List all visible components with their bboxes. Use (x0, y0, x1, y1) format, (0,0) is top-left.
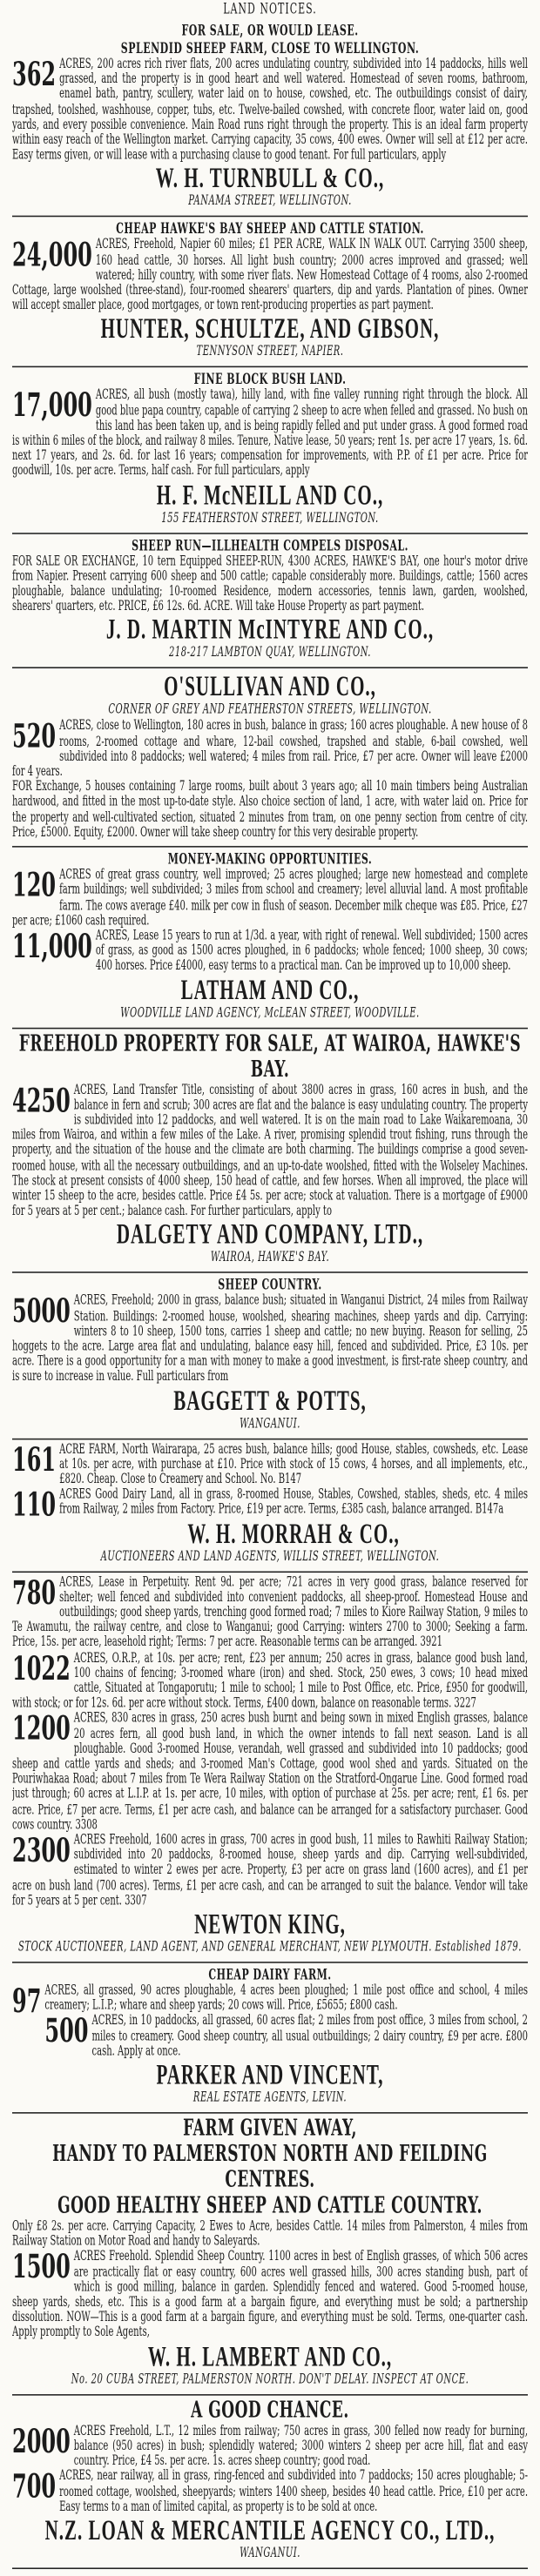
acreage-figure: 700 (12, 2466, 57, 2506)
listing-text: 4250 ACRES, Land Transfer Title, consisting of about 3800 acres in grass, 160 acres in bush, and the balance in fern and scrub; 300 acres are flat and the balance is easy undulating country. The property is subdivided into 12 paddocks, and well watered. It is on the main road to Lake Waikaremoana, 30 miles from Wairoa, and within a few miles of the Lake. A river, promising splendid trout fishing, runs through the property, and the situation of the house and the climate are both charming. The buildings comprise a good seven-roomed house, with all the necessary outbuildings, and an up-to-date woolshed, fitted with the Wolseley Machines. The stock at present consists of 4000 sheep, 150 head of cattle, and few horses. When all improved, the place will winter 15 sheep to the acre, besides cattle. Price £4 5s. per acre; stock at valuation. There is a mortgage of £9000 for 5 years at 5 per cent.; balance cash. For further particulars, apply to (12, 1079, 528, 1219)
agent-address: STOCK AUCTIONEER, LAND AGENT, AND GENERAL MERCHANT, NEW PLYMOUTH. Established 1879. (18, 1940, 522, 1955)
agent-name: W. H. TURNBULL & CO., (155, 162, 385, 195)
agent-address: TENNYSON STREET, NAPIER. (196, 345, 344, 360)
listing-text: 500 ACRES, in 10 paddocks, all grassed, 60 acres flat; 2 miles from post office, 3 miles from school, 2 miles to creamery. Good sheep country, all usual outbuildings; 2 dairy country, £9 per acre. £800 cash. Apply at once. (44, 2010, 528, 2060)
agent-address: PANAMA STREET, WELLINGTON. (188, 194, 352, 210)
acreage-figure: 97 (12, 1981, 42, 2021)
agent-address: No. 20 CUBA STREET, PALMERSTON NORTH. DON'T DELAY. INSPECT AT ONCE. (71, 2371, 469, 2387)
agent-address: WOODVILLE LAND AGENCY, McLEAN STREET, WOODVILLE. (120, 1005, 420, 1021)
agent-address: WANGANUI. (240, 2546, 300, 2561)
acreage-figure: 1022 (12, 1647, 71, 1687)
listing-text: FOR Exchange, 5 houses containing 7 large rooms, built about 3 years ago; all 10 main timbers being Australian hardwood, and fitted in the most up-to-date style. Also choice section of land, 1 acre, with water laid on. Price for the property and well-cultivated section, situated 2 minutes from tram, on one penny section from centre of city. Price, £5000. Equity, £2000. Owner will take sheep country for this very desirable property. (12, 780, 528, 841)
acreage-figure: 4250 (12, 1079, 71, 1119)
ad-heading: FREEHOLD PROPERTY FOR SALE, AT WAIROA, HAWKE'S BAY. (18, 1030, 522, 1083)
listing-text: 700 ACRES, near railway, all in grass, ring-fenced and subdivided into 7 paddocks; 150 acres ploughable; 5-roomed cottage, woolshed, sheepyards; winters 1400 sheep, besides 40 head cattle. Price, £10 per acre. Easy terms to a man of limited capital, as property is to be sold at once. (12, 2466, 528, 2515)
agent-name: W. H. MORRAH & CO., (187, 1516, 400, 1549)
agent-name: DALGETY AND COMPANY, LTD., (116, 1218, 424, 1251)
ad-heading: SHEEP RUN—ILLHEALTH COMPELS DISPOSAL. (132, 536, 408, 554)
acreage-figure: 110 (12, 1485, 57, 1525)
advertisement (12, 533, 528, 668)
ad-heading: A GOOD CHANCE. (191, 2396, 349, 2424)
listing-text: 161 ACRE FARM, North Wairarapa, 25 acres bush, balance hills; good House, stables, cowsheds, etc. Lease at 10s. per acre, with purchase at £10. Price with stock of 15 cows, 4 horses, and all implements, etc., £820. Cheap. Close to Creamery and School. No. B147 (12, 1439, 528, 1487)
agent-name: BAGGETT & POTTS, (173, 1383, 367, 1417)
listing-text: Only £8 2s. per acre. Carrying Capacity, 2 Ewes to Acre, besides Cattle. 14 miles from Palmerston, 4 miles from Railway Station on Motor Road and handy to Saleyards. (12, 2219, 528, 2250)
agent-name: PARKER AND VINCENT, (156, 2057, 384, 2091)
agent-name: NEWTON KING, (194, 1907, 346, 1941)
advertisement (12, 19, 528, 218)
agent-name: N.Z. LOAN & MERCANTILE AGENCY CO., LTD., (44, 2513, 496, 2546)
acreage-figure: 24,000 (12, 235, 92, 275)
advertisement (12, 218, 528, 368)
agent-name: HUNTER, SCHULTZE, AND GIBSON, (100, 312, 440, 345)
listing-text: 24,000 ACRES, Freehold, Napier 60 miles; £1 PER ACRE, WALK IN WALK OUT. Carrying 3500 sheep, 160 head cattle, 30 horses. All light bush country; 2000 acres improved and grassed; well watered; hilly country, with some river flats. New Homestead Cottage of 4 rooms, also 2-roomed Cottage, large woolshed (three-stand), four-roomed shearers' quarters, dip and yards. Plantation of pines. Owner will accept smaller place, good mortgages, or town rent-producing properties as part payment. (12, 235, 528, 314)
listing-text: 97 ACRES, all grassed, 90 acres ploughable, 4 acres been ploughed; 1 mile post office and school, 4 miles creamery; L.I.P.; whare and sheep yards; 20 cows will. Price, £5655; £800 cash. (12, 1981, 528, 2021)
ad-heading: FOR SALE, OR WOULD LEASE. (181, 21, 359, 40)
land-notices-column (12, 0, 528, 2569)
ad-heading: FARM GIVEN AWAY, (183, 2115, 357, 2143)
agent-address: 218-217 LAMBTON QUAY, WELLINGTON. (169, 646, 371, 661)
listing-text: 110 ACRES Good Dairy Land, all in grass, 8-roomed House, Stables, Cowshed, stables, sheds, etc. 4 miles from Railway, 2 miles from Factory. Price, £19 per acre. Terms, £385 cash, balance arranged. B147a (12, 1485, 528, 1525)
acreage-figure: 1200 (12, 1708, 71, 1748)
advertisement (12, 1029, 528, 1274)
agent-name: H. F. McNEILL AND CO., (156, 478, 384, 511)
advertisement (12, 669, 528, 848)
acreage-figure: 17,000 (12, 386, 92, 426)
listing-text: 1500 ACRES Freehold. Splendid Sheep Country. 1100 acres in best of English grasses, of which 506 acres are practically flat or easy country, 600 acres well grassed hills, 300 acres standing bush, part of which is good milling, balance in garden. Splendidly fenced and watered. Good 5-roomed house, sheep yards, sheds, etc. This is a good farm at a bargain figure, and everything must be sold; a partnership dissolution. NOW—This is a good farm at a bargain figure, and everything must be sold. Terms, one-quarter cash. Apply promptly to Sole Agents, (12, 2247, 528, 2341)
listing-text: 2300 ACRES Freehold, 1600 acres in grass, 700 acres in good bush, 11 miles to Rawhiti Railway Station; subdivided into 20 paddocks, 8-roomed house, sheep yards and dip. Carrying well-subdivided, estimated to winter 2 ewes per acre. Property, £3 per acre on grass land (1600 acres), and £1 per acre on bush land (700 acres). Terms, £1 per acre cash, and can be arranged to suit the balance. Vendor will take for 5 years at 5 per cent. 3307 (12, 1830, 528, 1909)
listing-text: 520 ACRES, close to Wellington, 180 acres in bush, balance in grass; 160 acres ploughable. A new house of 8 rooms, 2-roomed cottage and whare, 12-bail cowshed, trapshed and stable, 6-bail cowshed, well subdivided into 8 paddocks; well watered; 4 miles from rail. Price, £7 per acre. Owner will leave £2000 for 4 years. (12, 716, 528, 780)
agent-address: WANGANUI. (240, 1416, 300, 1432)
ad-heading: SHEEP COUNTRY. (218, 1276, 322, 1294)
ad-heading: SPLENDID SHEEP FARM, CLOSE TO WELLINGTON. (120, 39, 420, 57)
listing-text: 362 ACRES, 200 acres rich river flats, 200 acres undulating country, subdivided into 14 paddocks, hills well grassed, and the property is in good heart and well watered. Homestead of seven rooms, bathroom, enamel bath, pantry, scullery, water laid on to house, cowshed, etc. The outbuildings consist of dairy, trapshed, toolshed, washhouse, copper, tubs, etc. Twelve-bailed cowshed, with concrete floor, water laid on, good yards, and every possible convenience. Main Road runs right through the property. This is an ideal farm property within easy reach of the Wellington market. Carrying capacity, 35 cows, 400 ewes. Owner will sell at £12 per acre. Easy terms given, or will lease with a purchasing clause to good tenant. For full particulars, apply (12, 54, 528, 164)
acreage-figure: 2300 (12, 1830, 71, 1870)
acreage-figure: 362 (12, 54, 57, 94)
advertisement (12, 1439, 528, 1573)
agent-address: WAIROA, HAWKE'S BAY. (210, 1250, 330, 1265)
listing-text: 120 ACRES of great grass country, well improved; 25 acres ploughed; large new homestead and complete farm buildings; well subdivided; 3 miles from school and creamery; level alluvial land. A most profitable farm. The cows average £40. milk per cow in flush of season. December milk cheque was £85. Price, £27 per acre; £1060 cash required. (12, 865, 528, 929)
advertisement (12, 848, 528, 1029)
listing-text: 2000 ACRES Freehold, L.T., 12 miles from railway; 750 acres in grass, 300 felled now ready for burning, balance (950 acres) in bush; splendidly watered; 3000 winters 2 sheep per acre hill, flat and easy country. Price, £4 5s. per acre. 1s. acres sheep country; good road. (12, 2420, 528, 2469)
listing-text: FOR SALE OR EXCHANGE, 10 tern Equipped SHEEP-RUN, 4300 ACRES, HAWKE'S BAY, one hour's motor drive from Napier. Present carrying 600 sheep and 500 cattle; capable considerably more. Buildings, cattle; 1560 acres ploughable, balance undulating; 10-roomed Residence, modern accessories, tennis lawn, garden, woolshed, shearers' quarters, etc. PRICE, £6 12s. 6d. ACRE. Will take House Property as part payment. (12, 553, 528, 615)
agent-name: W. H. LAMBERT AND CO., (147, 2339, 393, 2372)
advertisement (12, 368, 528, 533)
agent-name: J. D. MARTIN McINTYRE AND CO., (105, 613, 435, 647)
ad-heading: MONEY-MAKING OPPORTUNITIES. (167, 849, 373, 869)
advertisement (12, 1273, 528, 1439)
acreage-figure: 120 (12, 865, 57, 905)
listing-text: 5000 ACRES, Freehold; 2000 in grass, balance bush; situated in Wanganui District, 24 miles from Railway Station. Buildings: 2-roomed house, woolshed, shearing machines, sheep yards and dip. Carrying: winters 8 to 10 sheep, 1500 tons, carries 1 sheep and cattle; no new buying. Reason for selling, 25 hoggets to the acre. Large area flat and undulating, balance easy hill, fenced and subdivided. Price, £3 10s. per acre. There is a good opportunity for a man with money to make a good investment, is first-rate sheep country, and is sure to increase in value. Full particulars from (12, 1291, 528, 1385)
acreage-figure: 2000 (12, 2420, 71, 2460)
agent-name: O'SULLIVAN AND CO., (164, 670, 376, 703)
ad-heading: GOOD HEALTHY SHEEP AND CATTLE COUNTRY. (57, 2192, 483, 2220)
advertisement (12, 2395, 528, 2569)
listing-text: 11,000 ACRES, Lease 15 years to run at 1/3d. a year, with right of renewal. Well subdivided; 1500 acres of grass, as good as 1500 acres ploughed, in 6 paddocks; whole fenced; 1000 sheep, 30 cows; 400 horses. Price £4000, easy terms to a practical man. Can be improved up to 10,000 sheep. (12, 925, 528, 974)
agent-address: REAL ESTATE AGENTS, LEVIN. (192, 2090, 348, 2106)
advertisement (12, 1572, 528, 1962)
acreage-figure: 520 (12, 716, 57, 756)
advertisement (12, 1963, 528, 2114)
section-header: LAND NOTICES. (223, 0, 317, 18)
listing-text: 780 ACRES, Lease in Perpetuity. Rent 9d. per acre; 721 acres in very good grass, balance reserved for shelter; well fenced and subdivided into convenient paddocks, all sheep-proof. Homestead House and outbuildings; good sheep yards, trenching good formed road; 7 miles to Kiore Railway Station, 9 miles to Te Awamutu, the railway centre, and close to Wanganui; good Carrying: winters 2700 to 3000; Seeking a farm. Price, 15s. per acre, leasehold right; Terms: 7 per acre. Reasonable terms can be arranged. 3921 (12, 1572, 528, 1651)
acreage-figure: 500 (44, 2010, 89, 2051)
acreage-figure: 11,000 (12, 925, 92, 966)
acreage-figure: 161 (12, 1439, 57, 1479)
advertisement (12, 2114, 528, 2395)
listing-text: 1200 ACRES, 830 acres in grass, 250 acres bush burnt and being sown in mixed English grasses, balance 20 acres fern, all good bush land, in which the owner intends to fall next season. Land is all ploughable. Good 3-roomed House, verandah, well grassed and subdivided into 10 paddocks; good sheep and cattle yards and sheds; and 3-roomed Man's Cottage, good wool shed and yards. Situated on the Pouriwhakaa Road; about 7 miles from Te Wera Railway Station on the Stratford-Ongarue Line. Good formed road just through; 60 acres at L.I.P. at 1s. per acre, 10 miles, with option of purchase at 25s. per acre; rent, £1 6s. per acre. Price, £7 per acre. Terms, £1 per acre cash, and balance can be arranged for a satisfactory purchaser. Good cows country. 3308 (12, 1708, 528, 1833)
agent-name: LATHAM AND CO., (180, 972, 360, 1006)
ad-heading: CHEAP DAIRY FARM. (208, 1965, 332, 1984)
acreage-figure: 5000 (12, 1291, 71, 1331)
advertisements (12, 19, 528, 2569)
agent-address: AUCTIONEERS AND LAND AGENTS, WILLIS STREET, WELLINGTON. (100, 1548, 440, 1565)
ad-heading: FINE BLOCK BUSH LAND. (193, 370, 347, 389)
ad-heading: CHEAP HAWKE'S BAY SHEEP AND CATTLE STATION. (116, 220, 424, 238)
agent-address: CORNER OF GREY AND FEATHERSTON STREETS, WELLINGTON. (108, 702, 432, 718)
agent-address: 155 FEATHERSTON STREET, WELLINGTON. (161, 510, 379, 526)
acreage-figure: 780 (12, 1572, 57, 1612)
acreage-figure: 1500 (12, 2247, 71, 2287)
listing-text: 1022 ACRES, O.R.P., at 10s. per acre; rent, £23 per annum; 250 acres in grass, balance good bush land, 100 chains of fencing; 3-roomed whare (iron) and shed. Stock, 250 ewes, 3 cows; 10 head mixed cattle, Situated at Tongaporutu; 1 mile to school; 1 mile to Post Office, etc. Price, £950 for goodwill, with stock; or for 12s. 6d. per acre without stock. Terms, £400 down, balance on reasonable terms. 3227 (12, 1647, 528, 1712)
ad-heading: HANDY TO PALMERSTON NORTH AND FEILDING CENTRES. (52, 2140, 488, 2194)
listing-text: 17,000 ACRES, all bush (mostly tawa), hilly land, with fine valley running right through the block. All good blue papa country, capable of carrying 2 sheep to acre when felled and grassed. No bush on this land has been taken up, and is being rapidly felled and put under grass. A good formed road is within 6 miles of the block, and railway 8 miles. Tenure, Native lease, 50 years; rent 1s. per acre 17 years, 1s. 6d. next 17 years, and 2s. 6d. for last 16 years; compensation for improvements, with P.P. of £1 per acre. Price for goodwill, 10s. per acre. Terms, half cash. For full particulars, apply (12, 386, 528, 480)
